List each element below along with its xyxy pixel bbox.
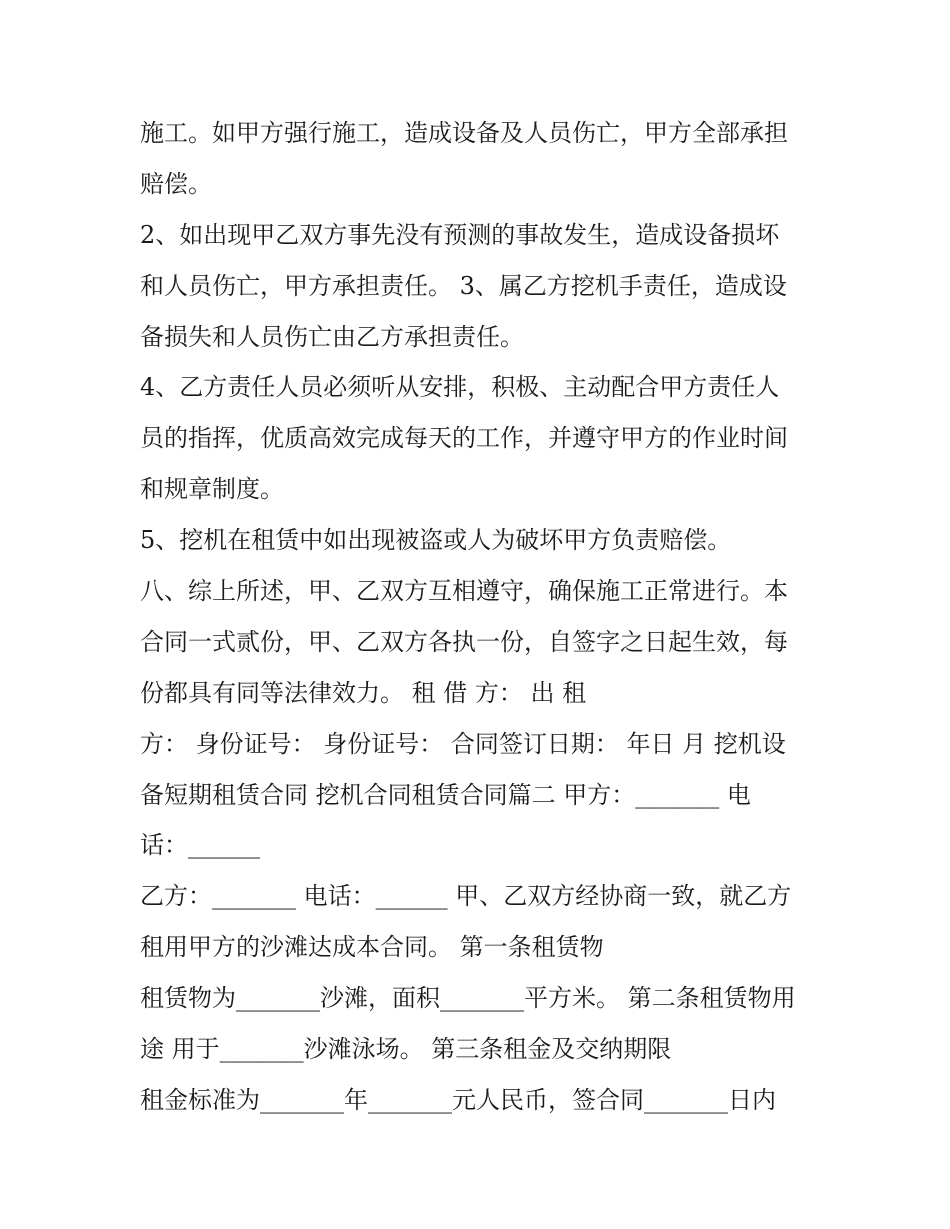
text-line: 施工。如甲方强行施工，造成设备及人员伤亡，甲方全部承担 xyxy=(140,119,788,147)
text-line: 和规章制度。 xyxy=(140,475,284,504)
text-line: 备短期租赁合同 挖机合同租赁合同篇二 甲方：_______ 电 xyxy=(140,780,751,809)
text-line: 4、乙方责任人员必须听从安排，积极、主动配合甲方责任人 xyxy=(140,373,780,402)
text-line: 话：______ xyxy=(140,831,260,860)
text-line: 八、综上所述，甲、乙双方互相遵守，确保施工正常进行。本 xyxy=(140,577,788,606)
text-line: 途 用于_______沙滩泳场。 第三条租金及交纳期限 xyxy=(140,1035,672,1064)
text-line: 员的指挥，优质高效完成每天的工作，并遵守甲方的作业时间 xyxy=(140,424,788,453)
text-line: 合同一式贰份，甲、乙双方各执一份，自签字之日起生效，每 xyxy=(140,627,788,656)
text-line: 赔偿。 xyxy=(140,169,212,198)
text-line: 份都具有同等法律效力。 租 借 方： 出 租 xyxy=(140,678,587,707)
text-line: 方： 身份证号： 身份证号： 合同签订日期： 年日 月 挖机设 xyxy=(140,729,786,758)
text-line: 乙方：_______ 电话：______ 甲、乙双方经协商一致，就乙方 xyxy=(140,882,792,911)
text-line: 租用甲方的沙滩达成本合同。 第一条租赁物 xyxy=(140,933,604,962)
text-line: 5、挖机在租赁中如出现被盗或人为破坏甲方负责赔偿。 xyxy=(140,526,732,555)
text-line: 租金标准为_______年_______元人民币，签合同_______日内 xyxy=(140,1085,776,1114)
text-line: 和人员伤亡，甲方承担责任。 3、属乙方挖机手责任，造成设 xyxy=(140,271,787,300)
text-line: 2、如出现甲乙双方事先没有预测的事故发生，造成设备损坏 xyxy=(140,220,780,249)
text-line: 租赁物为_______沙滩，面积_______平方米。 第二条租赁物用 xyxy=(140,984,796,1013)
contract-body-text xyxy=(140,108,820,1126)
text-line: 备损失和人员伤亡由乙方承担责任。 xyxy=(140,322,524,351)
